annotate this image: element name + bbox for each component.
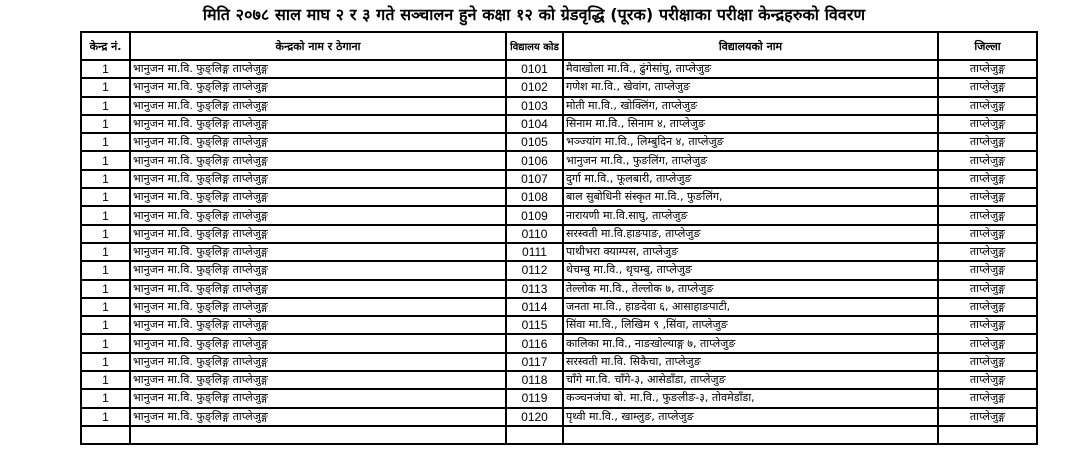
cell-school-name: पाथीभरा क्याम्पस, ताप्लेजुङ [563,243,938,261]
cell-center-no: 1 [81,151,130,169]
table-row [81,371,1037,389]
table-row-partial [81,426,1037,444]
cell-center-no: 1 [81,97,130,115]
cell-school-code: 0103 [506,97,563,115]
cell-center-name: भानुजन मा.वि. फुङ्लिङ्ग ताप्लेजुङ्ग [130,115,506,133]
header-center-name: केन्द्रको नाम र ठेगाना [130,32,506,60]
cell-center-name: भानुजन मा.वि. फुङ्लिङ्ग ताप्लेजुङ्ग [130,316,506,334]
table-row [81,280,1037,298]
cell-center-name: भानुजन मा.वि. फुङ्लिङ्ग ताप्लेजुङ्ग [130,133,506,151]
cell-center-name: भानुजन मा.वि. फुङ्लिङ्ग ताप्लेजुङ्ग [130,280,506,298]
cell-district: ताप्लेजुङ्ग [938,334,1037,352]
cell-school-code: 0110 [506,225,563,243]
cell-school-code: 0107 [506,170,563,188]
cell-school-name: गणेश मा.वि., खेवांग, ताप्लेजुङ [563,78,938,96]
cell-center-no: 1 [81,78,130,96]
cell-center-name: भानुजन मा.वि. फुङ्लिङ्ग ताप्लेजुङ्ग [130,371,506,389]
cell-school-code: 0119 [506,389,563,407]
cell-school-code: 0115 [506,316,563,334]
cell-empty [563,426,938,444]
header-district: जिल्ला [938,32,1037,60]
table-row [81,206,1037,224]
cell-center-name: भानुजन मा.वि. फुङ्लिङ्ग ताप्लेजुङ्ग [130,188,506,206]
cell-center-name: भानुजन मा.वि. फुङ्लिङ्ग ताप्लेजुङ्ग [130,206,506,224]
cell-district: ताप्लेजुङ्ग [938,243,1037,261]
table-row [81,261,1037,279]
cell-center-name: भानुजन मा.वि. फुङ्लिङ्ग ताप्लेजुङ्ग [130,261,506,279]
cell-school-code: 0118 [506,371,563,389]
cell-center-no: 1 [81,389,130,407]
cell-school-name: सिनाम मा.वि., सिनाम ४, ताप्लेजुङ [563,115,938,133]
cell-school-code: 0114 [506,298,563,316]
table-row [81,316,1037,334]
table-header-row [81,32,1037,60]
cell-district: ताप्लेजुङ्ग [938,115,1037,133]
cell-center-no: 1 [81,188,130,206]
table-row [81,60,1037,78]
cell-district: ताप्लेजुङ्ग [938,60,1037,78]
cell-district: ताप्लेजुङ्ग [938,225,1037,243]
table-row [81,97,1037,115]
cell-district: ताप्लेजुङ्ग [938,133,1037,151]
table-row [81,115,1037,133]
cell-center-no: 1 [81,316,130,334]
cell-center-name: भानुजन मा.वि. फुङ्लिङ्ग ताप्लेजुङ्ग [130,151,506,169]
header-center-no: केन्द्र नं. [81,32,130,60]
cell-school-name: पृथ्वी मा.वि., खाम्लुङ, ताप्लेजुङ [563,408,938,426]
cell-school-code: 0102 [506,78,563,96]
cell-empty [938,426,1037,444]
cell-district: ताप्लेजुङ्ग [938,188,1037,206]
cell-school-name: बाल सुबोधिनी संस्कृत मा.वि., फुङलिंग, [563,188,938,206]
cell-school-name: भञ्ज्यांग मा.वि., लिम्बुदिन ४, ताप्लेजुङ [563,133,938,151]
cell-district: ताप्लेजुङ्ग [938,280,1037,298]
cell-school-code: 0120 [506,408,563,426]
cell-center-no: 1 [81,170,130,188]
cell-center-no: 1 [81,133,130,151]
table-row [81,298,1037,316]
cell-center-no: 1 [81,334,130,352]
cell-center-no: 1 [81,115,130,133]
cell-center-no: 1 [81,280,130,298]
cell-school-name: सरस्वती मा.वि. सिकैचा, ताप्लेजुङ [563,353,938,371]
cell-center-no: 1 [81,206,130,224]
table-row [81,389,1037,407]
cell-school-code: 0111 [506,243,563,261]
cell-school-name: कालिका मा.वि., नाङखोल्याङ्ग ७, ताप्लेजुङ [563,334,938,352]
table-row [81,334,1037,352]
cell-school-name: तेल्लोक मा.वि., तेल्लोक ७, ताप्लेजुङ [563,280,938,298]
cell-school-name: मैवाखोला मा.वि., ढुंगेसांघु, ताप्लेजुङ [563,60,938,78]
cell-district: ताप्लेजुङ्ग [938,353,1037,371]
header-school-code: विद्यालय कोड [506,32,563,60]
cell-empty [130,426,506,444]
cell-school-code: 0109 [506,206,563,224]
cell-school-code: 0112 [506,261,563,279]
cell-district: ताप्लेजुङ्ग [938,408,1037,426]
cell-center-no: 1 [81,298,130,316]
cell-center-no: 1 [81,371,130,389]
table-row [81,188,1037,206]
cell-center-name: भानुजन मा.वि. फुङ्लिङ्ग ताप्लेजुङ्ग [130,78,506,96]
cell-school-code: 0105 [506,133,563,151]
exam-centers-table [80,31,1038,445]
table-row [81,408,1037,426]
cell-empty [81,426,130,444]
cell-center-name: भानुजन मा.वि. फुङ्लिङ्ग ताप्लेजुङ्ग [130,408,506,426]
cell-district: ताप्लेजुङ्ग [938,371,1037,389]
cell-center-name: भानुजन मा.वि. फुङ्लिङ्ग ताप्लेजुङ्ग [130,298,506,316]
cell-center-name: भानुजन मा.वि. फुङ्लिङ्ग ताप्लेजुङ्ग [130,97,506,115]
cell-school-name: चाँगे मा.वि. चाँगे-३, आसेडाँडा, ताप्लेजुङ [563,371,938,389]
cell-school-name: सिंवा मा.वि., लिखिम ९ ,सिंवा, ताप्लेजुङ [563,316,938,334]
cell-school-name: सरस्वती मा.वि.हाङपाङ, ताप्लेजुङ [563,225,938,243]
cell-school-name: नारायणी मा.वि.साघु, ताप्लेजुङ [563,206,938,224]
cell-school-code: 0108 [506,188,563,206]
header-school-name: विद्यालयको नाम [563,32,938,60]
cell-school-code: 0117 [506,353,563,371]
cell-district: ताप्लेजुङ्ग [938,170,1037,188]
cell-district: ताप्लेजुङ्ग [938,298,1037,316]
cell-district: ताप्लेजुङ्ग [938,151,1037,169]
cell-empty [506,426,563,444]
cell-school-name: दुर्गा मा.वि., फूलबारी, ताप्लेजुङ [563,170,938,188]
cell-center-no: 1 [81,60,130,78]
cell-school-code: 0106 [506,151,563,169]
table-row [81,170,1037,188]
cell-center-no: 1 [81,261,130,279]
table-row [81,353,1037,371]
cell-center-name: भानुजन मा.वि. फुङ्लिङ्ग ताप्लेजुङ्ग [130,334,506,352]
cell-district: ताप्लेजुङ्ग [938,316,1037,334]
cell-school-code: 0113 [506,280,563,298]
table-row [81,151,1037,169]
cell-school-code: 0104 [506,115,563,133]
cell-school-code: 0101 [506,60,563,78]
cell-center-name: भानुजन मा.वि. फुङ्लिङ्ग ताप्लेजुङ्ग [130,170,506,188]
cell-center-no: 1 [81,243,130,261]
cell-center-no: 1 [81,225,130,243]
cell-school-code: 0116 [506,334,563,352]
cell-school-name: मोती मा.वि., खोक्लिंग, ताप्लेजुङ [563,97,938,115]
document-title: मिति २०७८ साल माघ २ र ३ गते सञ्चालन हुने कक्षा १२ को ग्रेडवृद्धि (पूरक) परीक्षाका परीक्षा केन्द्रहरुको विवरण [202,5,866,24]
cell-school-name: जनता मा.वि., हाङदेवा ६, आसाहाङपाटी, [563,298,938,316]
cell-district: ताप्लेजुङ्ग [938,261,1037,279]
cell-center-name: भानुजन मा.वि. फुङ्लिङ्ग ताप्लेजुङ्ग [130,225,506,243]
cell-district: ताप्लेजुङ्ग [938,78,1037,96]
cell-district: ताप्लेजुङ्ग [938,389,1037,407]
cell-center-name: भानुजन मा.वि. फुङ्लिङ्ग ताप्लेजुङ्ग [130,60,506,78]
cell-district: ताप्लेजुङ्ग [938,206,1037,224]
cell-school-name: थेचम्बु मा.वि., थृचम्बु, ताप्लेजुङ [563,261,938,279]
cell-center-name: भानुजन मा.वि. फुङ्लिङ्ग ताप्लेजुङ्ग [130,353,506,371]
cell-school-name: भानुजन मा.वि., फुङलिंग, ताप्लेजुङ [563,151,938,169]
cell-center-name: भानुजन मा.वि. फुङ्लिङ्ग ताप्लेजुङ्ग [130,243,506,261]
cell-district: ताप्लेजुङ्ग [938,97,1037,115]
table-row [81,133,1037,151]
table-body [81,60,1037,444]
table-row [81,225,1037,243]
table-row [81,78,1037,96]
cell-center-name: भानुजन मा.वि. फुङ्लिङ्ग ताप्लेजुङ्ग [130,389,506,407]
cell-school-name: कञ्चनजंघा बो. मा.वि., फुङलीङ-३, तोवमेडाँडा, [563,389,938,407]
table-row [81,243,1037,261]
cell-center-no: 1 [81,353,130,371]
cell-center-no: 1 [81,408,130,426]
